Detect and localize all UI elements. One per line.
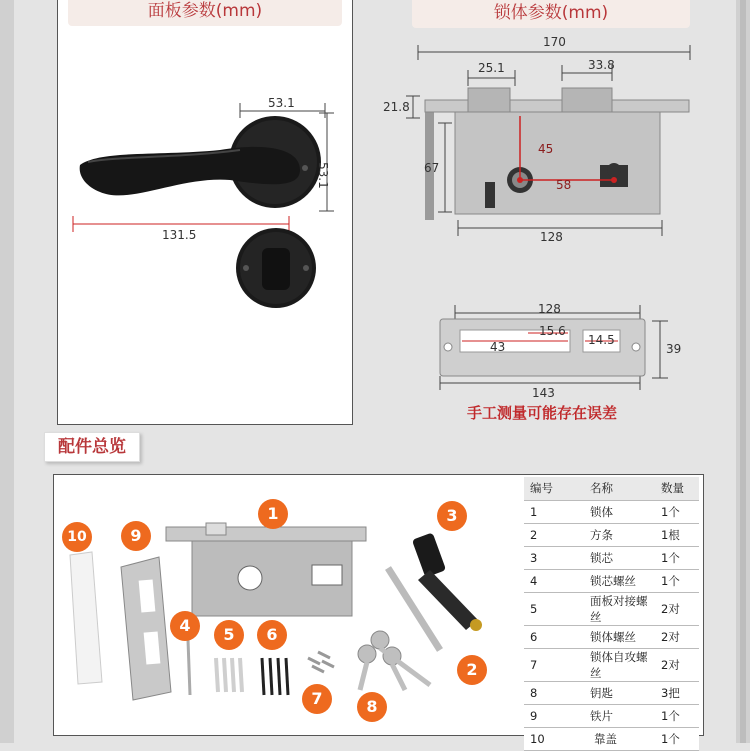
- dim-faceplate-thickness: 21.8: [383, 100, 410, 114]
- dim-backset: 45: [538, 142, 554, 156]
- dim-strike-inner: 128: [538, 302, 561, 316]
- table-row: [524, 592, 699, 625]
- dim-rose-height: 53.1: [316, 162, 330, 189]
- badge-2: 2: [457, 655, 487, 685]
- dim-total-length: 170: [543, 35, 566, 49]
- badge-3: 3: [437, 501, 467, 531]
- badge-4: 4: [170, 611, 200, 641]
- row-qty: 2对: [658, 649, 699, 682]
- row-number: 1: [524, 500, 568, 523]
- row-qty: 1个: [658, 705, 699, 728]
- row-name: 锁体螺丝: [568, 625, 658, 648]
- header-name: 名称: [568, 477, 658, 500]
- dim-center-distance: 58: [556, 178, 572, 192]
- dim-strike-height: 39: [666, 342, 682, 356]
- badge-1: 1: [258, 499, 288, 529]
- row-number: 8: [524, 682, 568, 705]
- row-name: 靠盖: [568, 728, 658, 751]
- row-number: 9: [524, 705, 568, 728]
- row-name: 锁芯: [568, 546, 658, 569]
- row-name: 锁体: [568, 500, 658, 523]
- row-qty: 1根: [658, 523, 699, 546]
- dim-lever-length: 131.5: [162, 228, 197, 242]
- row-qty: 1个: [658, 546, 699, 569]
- table-row: [524, 649, 699, 682]
- header-qty: 数量: [658, 477, 699, 500]
- row-name: 锁体自攻螺丝: [568, 649, 658, 682]
- table-row: [524, 546, 699, 569]
- dim-strike-right: 14.5: [588, 333, 615, 347]
- row-qty: 3把: [658, 682, 699, 705]
- row-name: 锁芯螺丝: [568, 569, 658, 592]
- row-qty: 2对: [658, 592, 699, 625]
- dim-strike-total: 143: [532, 386, 555, 400]
- row-number: 6: [524, 625, 568, 648]
- table-row: [524, 500, 699, 523]
- dim-body-height: 67: [424, 161, 440, 175]
- measurement-note: 手工测量可能存在误差: [467, 404, 618, 422]
- row-number: 3: [524, 546, 568, 569]
- row-number: 4: [524, 569, 568, 592]
- badge-7: 7: [302, 684, 332, 714]
- accessories-title: 配件总览: [44, 432, 140, 462]
- badge-9: 9: [121, 521, 151, 551]
- table-row: [524, 625, 699, 648]
- row-name: 钥匙: [568, 682, 658, 705]
- row-qty: 1个: [658, 728, 699, 751]
- table-row: [524, 523, 699, 546]
- table-row: [524, 705, 699, 728]
- handle-panel-header: 面板参数(mm): [68, 0, 342, 26]
- table-row: [524, 682, 699, 705]
- dim-rose-diameter: 53.1: [268, 96, 295, 110]
- row-qty: 2对: [658, 625, 699, 648]
- row-qty: 1个: [658, 500, 699, 523]
- table-row: [524, 569, 699, 592]
- row-number: 5: [524, 592, 568, 625]
- lock-panel-header: 锁体参数(mm): [412, 0, 690, 28]
- row-number: 10: [524, 728, 568, 751]
- row-name: 方条: [568, 523, 658, 546]
- dim-latch-width: 33.8: [588, 58, 615, 72]
- header-number: 编号: [524, 477, 568, 500]
- row-number: 7: [524, 649, 568, 682]
- badge-6: 6: [257, 620, 287, 650]
- dim-body-length: 128: [540, 230, 563, 244]
- accessories-table: [524, 477, 699, 751]
- badge-8: 8: [357, 692, 387, 722]
- dim-strike-left: 43: [490, 340, 506, 354]
- dim-cylinder-hole: 25.1: [478, 61, 505, 75]
- row-name: 铁片: [568, 705, 658, 728]
- badge-10: 10: [62, 522, 92, 552]
- row-number: 2: [524, 523, 568, 546]
- table-row: [524, 728, 699, 751]
- dim-strike-hole: 15.6: [539, 324, 566, 338]
- table-header-row: [524, 477, 699, 500]
- row-name: 面板对接螺丝: [568, 592, 658, 625]
- badge-5: 5: [214, 620, 244, 650]
- row-qty: 1个: [658, 569, 699, 592]
